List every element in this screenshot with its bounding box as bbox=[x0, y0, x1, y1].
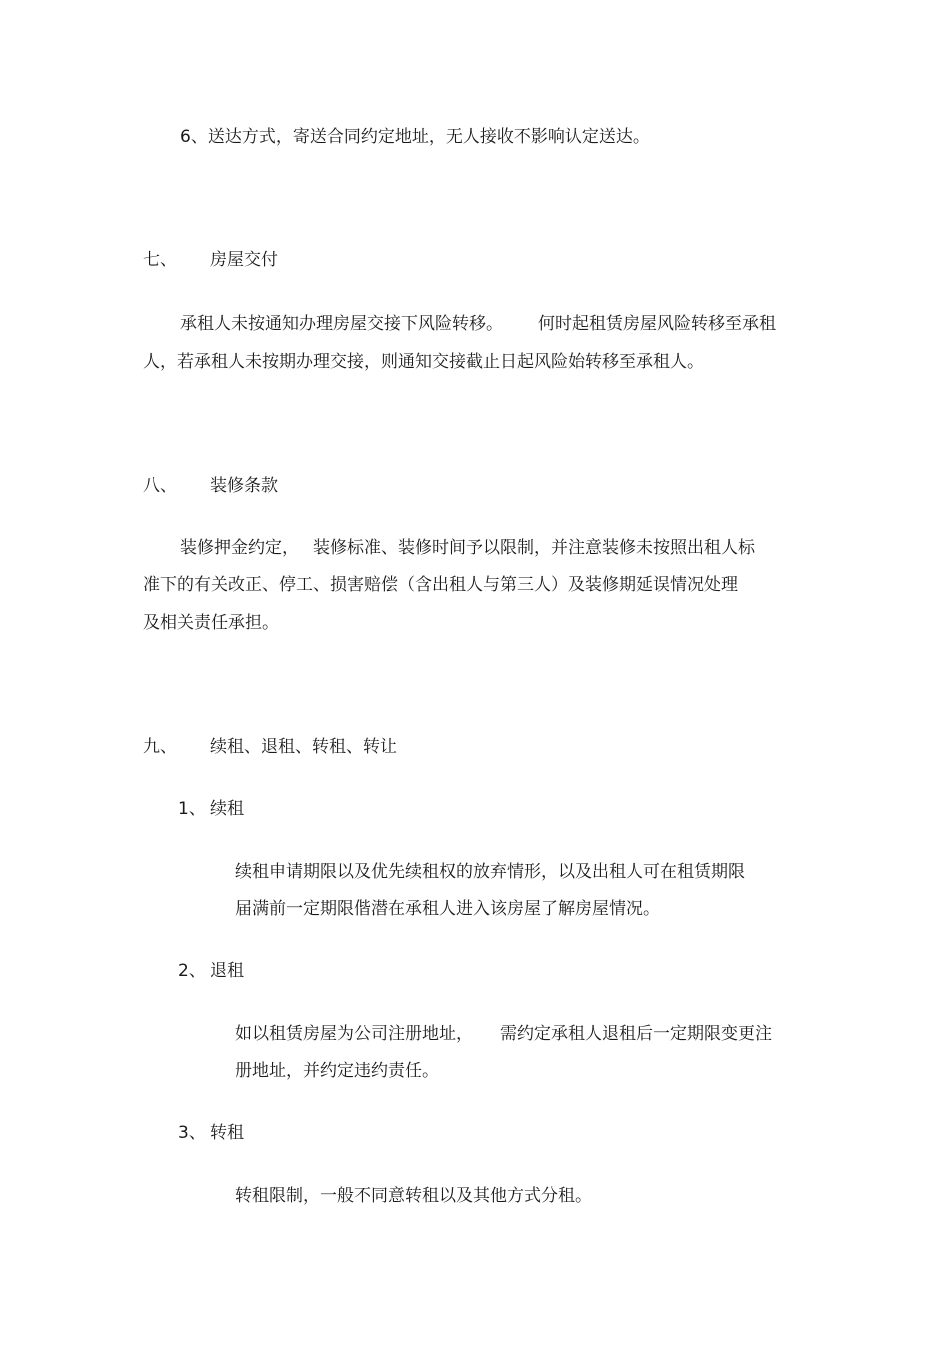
section-8-para-line3: 及相关责任承担。 bbox=[143, 613, 279, 633]
section-7-title: 房屋交付 bbox=[210, 250, 278, 270]
section-7-para-line2: 人，若承租人未按期办理交接，则通知交接截止日起风险始转移至承租人。 bbox=[143, 352, 704, 372]
subsection-2-line1a: 如以租赁房屋为公司注册地址， bbox=[235, 1024, 473, 1044]
section-8-para-line1a: 装修押金约定， bbox=[180, 538, 299, 558]
section-7-number: 七、 bbox=[143, 250, 177, 270]
subsection-1-title: 续租 bbox=[210, 799, 244, 819]
subsection-2-line2: 册地址，并约定违约责任。 bbox=[235, 1061, 439, 1081]
subsection-2-title: 退租 bbox=[210, 961, 244, 981]
section-9-title: 续租、退租、转租、转让 bbox=[210, 737, 397, 757]
subsection-1-line2: 届满前一定期限偕潜在承租人进入该房屋了解房屋情况。 bbox=[235, 899, 660, 919]
section-8-para-line1b: 装修标准、装修时间予以限制，并注意装修未按照出租人标 bbox=[313, 538, 755, 558]
subsection-1-number: 1、 bbox=[178, 799, 206, 819]
section-9-number: 九、 bbox=[143, 737, 177, 757]
subsection-1-line1: 续租申请期限以及优先续租权的放弃情形，以及出租人可在租赁期限 bbox=[235, 862, 745, 882]
section-8-para-line2: 准下的有关改正、停工、损害赔偿（含出租人与第三人）及装修期延误情况处理 bbox=[143, 575, 738, 595]
section-7-para-line1a: 承租人未按通知办理房屋交接下风险转移。 bbox=[180, 314, 503, 334]
subsection-2-number: 2、 bbox=[178, 961, 206, 981]
subsection-2-line1b: 需约定承租人退租后一定期限变更注 bbox=[500, 1024, 772, 1044]
subsection-3-title: 转租 bbox=[210, 1123, 244, 1143]
section-7-para-line1b: 何时起租赁房屋风险转移至承租 bbox=[538, 314, 776, 334]
section-8-title: 装修条款 bbox=[210, 476, 278, 496]
subsection-3-line1: 转租限制，一般不同意转租以及其他方式分租。 bbox=[235, 1186, 592, 1206]
item-6-text: 6、送达方式，寄送合同约定地址，无人接收不影响认定送达。 bbox=[180, 127, 650, 147]
subsection-3-number: 3、 bbox=[178, 1123, 206, 1143]
section-8-number: 八、 bbox=[143, 476, 177, 496]
